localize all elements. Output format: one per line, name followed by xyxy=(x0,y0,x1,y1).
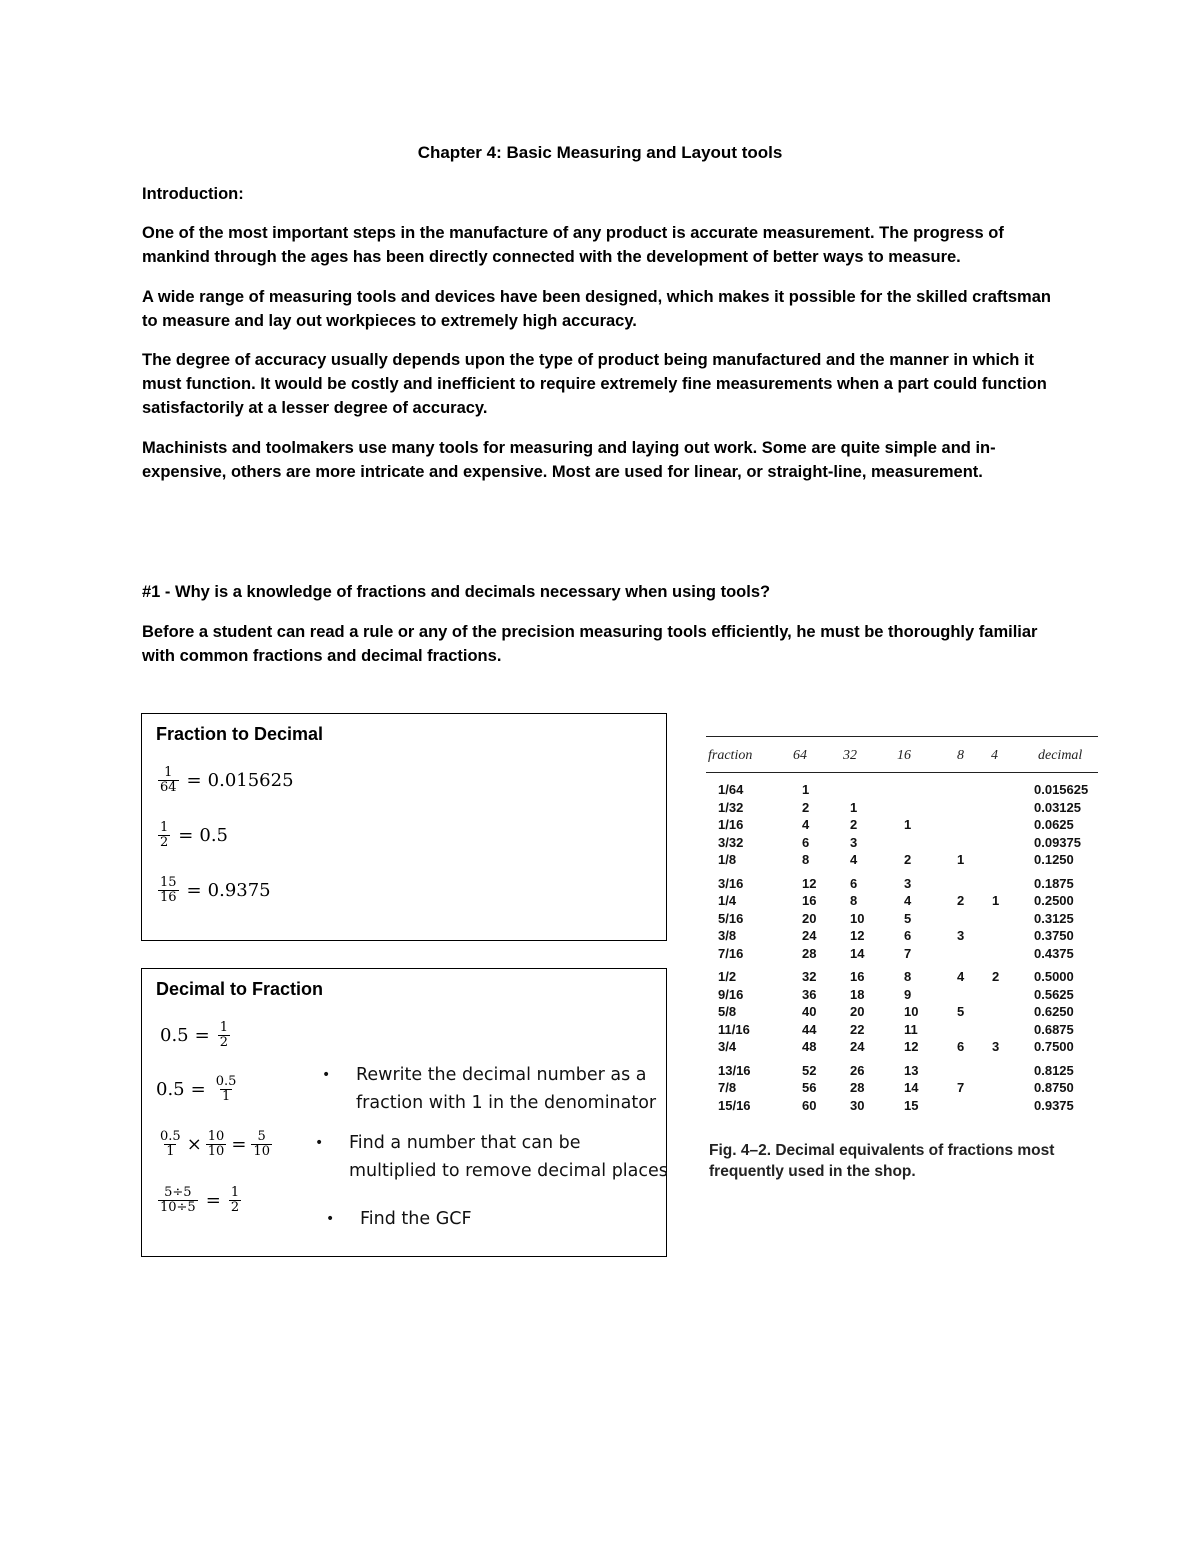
count-cell: 56 xyxy=(802,1080,817,1095)
step-1-equation xyxy=(160,1021,232,1050)
fraction-cell: 5/8 xyxy=(718,1004,737,1019)
decimal-value: 0.5 xyxy=(156,1079,185,1100)
bullet-multiply xyxy=(315,1129,669,1185)
table-row xyxy=(706,1022,1098,1040)
count-cell: 10 xyxy=(850,910,865,926)
decimal-to-fraction-title: Decimal to Fraction xyxy=(156,979,324,999)
decimal-cell: 0.6875 xyxy=(1034,1021,1074,1037)
count-cell: 20 xyxy=(850,1004,865,1019)
bullet-text: Find the GCF xyxy=(360,1209,472,1229)
count-cell: 20 xyxy=(802,910,817,926)
count-cell: 22 xyxy=(850,1021,865,1037)
header-8: 8 xyxy=(957,748,964,763)
count-cell: 8 xyxy=(802,852,810,867)
decimal-cell: 0.3125 xyxy=(1034,910,1074,926)
table-top-rule xyxy=(706,736,1098,737)
figure-caption: Fig. 4–2. Decimal equivalents of fractions most frequently used in the shop. xyxy=(709,1142,1055,1180)
decimal-cell: 0.1250 xyxy=(1034,852,1074,867)
table-row xyxy=(706,911,1098,929)
header-decimal: decimal xyxy=(1038,748,1083,763)
decimal-cell: 0.7500 xyxy=(1034,1039,1074,1054)
fraction-cell: 3/8 xyxy=(718,928,737,943)
count-cell: 15 xyxy=(904,1097,919,1113)
count-cell: 12 xyxy=(802,875,817,891)
table-header-rule xyxy=(706,772,1098,773)
count-cell: 3 xyxy=(957,928,965,943)
fraction-cell: 1/8 xyxy=(718,852,737,867)
numerator: 5÷5 xyxy=(164,1185,192,1200)
question-heading: #1 - Why is a knowledge of fractions and decimals necessary when using tools? xyxy=(142,583,771,601)
count-cell: 7 xyxy=(957,1080,965,1095)
denominator: 1 xyxy=(221,1089,231,1104)
denominator: 2 xyxy=(230,1200,240,1215)
bullet-text: Rewrite the decimal number as a fraction with 1 in the denominator xyxy=(356,1065,657,1113)
bullet-rewrite xyxy=(322,1061,661,1117)
count-cell: 2 xyxy=(850,817,858,832)
decimal-cell: 0.03125 xyxy=(1034,799,1081,815)
count-cell: 3 xyxy=(850,834,858,850)
count-cell: 6 xyxy=(802,834,810,850)
decimal-result: 0.5 xyxy=(199,825,229,846)
count-cell: 12 xyxy=(904,1039,919,1054)
decimal-cell: 0.015625 xyxy=(1034,782,1089,797)
fraction-cell: 15/16 xyxy=(718,1097,751,1113)
count-cell: 48 xyxy=(802,1039,817,1054)
count-cell: 12 xyxy=(850,928,865,943)
fraction-cell: 5/16 xyxy=(718,910,744,926)
fraction-to-decimal-title: Fraction to Decimal xyxy=(156,724,324,744)
table-row xyxy=(706,1098,1098,1116)
count-cell: 5 xyxy=(904,910,912,926)
denominator: 2 xyxy=(219,1035,229,1050)
table-row xyxy=(706,876,1098,894)
decimal-cell: 0.5000 xyxy=(1034,969,1074,984)
numerator: 1 xyxy=(164,765,173,780)
table-row xyxy=(706,1080,1098,1098)
decimal-cell: 0.0625 xyxy=(1034,817,1074,832)
numerator: 10 xyxy=(207,1129,225,1144)
step-3-equation xyxy=(156,1130,274,1159)
decimal-result: 0.015625 xyxy=(207,770,294,791)
step-2-equation xyxy=(156,1075,240,1104)
table-row xyxy=(706,1004,1098,1022)
count-cell: 13 xyxy=(904,1062,919,1078)
count-cell: 32 xyxy=(802,969,817,984)
equals-sign: = xyxy=(186,880,202,901)
count-cell: 8 xyxy=(904,969,912,984)
header-fraction: fraction xyxy=(708,748,753,763)
count-cell: 44 xyxy=(802,1021,817,1037)
decimal-cell: 0.8750 xyxy=(1034,1080,1074,1095)
numerator: 0.5 xyxy=(215,1074,237,1089)
header-4: 4 xyxy=(991,748,998,763)
count-cell: 40 xyxy=(802,1004,817,1019)
fraction-cell: 7/8 xyxy=(718,1080,737,1095)
fraction-cell: 1/32 xyxy=(718,799,744,815)
equals-sign: = xyxy=(194,1025,210,1046)
fraction-cell: 3/16 xyxy=(718,875,744,891)
equation-15-16 xyxy=(156,876,271,905)
count-cell: 36 xyxy=(802,986,817,1002)
fraction-cell: 3/4 xyxy=(718,1039,737,1054)
fraction-cell: 1/16 xyxy=(718,817,744,832)
count-cell: 14 xyxy=(850,945,865,961)
table-row xyxy=(706,782,1098,800)
count-cell: 24 xyxy=(850,1039,865,1054)
equals-sign: = xyxy=(178,825,194,846)
decimal-cell: 0.4375 xyxy=(1034,945,1074,961)
count-cell: 24 xyxy=(802,928,817,943)
paragraph-2: A wide range of measuring tools and devices have been designed, which makes it possible for the skilled craftsman to measure and lay out workpieces to extremely high accuracy. xyxy=(142,288,1051,330)
count-cell: 3 xyxy=(992,1039,1000,1054)
count-cell: 1 xyxy=(904,817,912,832)
count-cell: 10 xyxy=(904,1004,919,1019)
equals-sign: = xyxy=(186,770,202,791)
count-cell: 5 xyxy=(957,1004,965,1019)
paragraph-1: One of the most important steps in the manufacture of any product is accurate measurement. The progress of mankind through the ages has been directly connected with the development of better ways to measure. xyxy=(142,224,1004,266)
fraction-cell: 1/4 xyxy=(718,893,737,908)
count-cell: 26 xyxy=(850,1062,865,1078)
numerator: 1 xyxy=(160,820,169,835)
table-row xyxy=(706,987,1098,1005)
fraction-cell: 9/16 xyxy=(718,986,744,1002)
numerator: 5 xyxy=(257,1129,266,1144)
times-sign: × xyxy=(186,1134,202,1155)
table-row xyxy=(706,800,1098,818)
bullet-icon: • xyxy=(315,1135,324,1151)
equals-sign: = xyxy=(231,1134,247,1155)
fraction-cell: 3/32 xyxy=(718,834,744,850)
count-cell: 6 xyxy=(850,875,858,891)
table-row xyxy=(706,893,1098,911)
decimal-cell: 0.3750 xyxy=(1034,928,1074,943)
count-cell: 7 xyxy=(904,945,912,961)
denominator: 2 xyxy=(160,835,169,850)
decimal-value: 0.5 xyxy=(160,1025,189,1046)
equals-sign: = xyxy=(190,1079,206,1100)
table-row xyxy=(706,852,1098,870)
count-cell: 4 xyxy=(904,893,912,908)
equation-1-2 xyxy=(156,821,228,850)
denominator: 64 xyxy=(160,780,177,795)
count-cell: 16 xyxy=(850,969,865,984)
header-32: 32 xyxy=(843,748,857,763)
count-cell: 11 xyxy=(904,1021,918,1037)
decimal-cell: 0.5625 xyxy=(1034,986,1074,1002)
count-cell: 1 xyxy=(802,782,810,797)
count-cell: 2 xyxy=(904,852,912,867)
bullet-text: Find a number that can be multiplied to remove decimal places xyxy=(349,1133,668,1181)
count-cell: 2 xyxy=(802,799,810,815)
count-cell: 16 xyxy=(802,893,817,908)
count-cell: 1 xyxy=(957,852,965,867)
count-cell: 6 xyxy=(957,1039,965,1054)
fraction-cell: 1/64 xyxy=(718,782,744,797)
table-row xyxy=(706,1063,1098,1081)
fraction-cell: 7/16 xyxy=(718,945,744,961)
fraction-cell: 13/16 xyxy=(718,1062,751,1078)
header-64: 64 xyxy=(793,748,807,763)
bullet-icon: • xyxy=(322,1067,331,1083)
bullet-gcf xyxy=(326,1205,650,1233)
count-cell: 28 xyxy=(850,1080,865,1095)
equation-1-64 xyxy=(156,766,294,795)
table-row xyxy=(706,969,1098,987)
count-cell: 4 xyxy=(802,817,810,832)
table-row xyxy=(706,835,1098,853)
question-answer: Before a student can read a rule or any of the precision measuring tools efficiently, he must be thoroughly familiar with common fractions and decimal fractions. xyxy=(142,623,1038,665)
count-cell: 3 xyxy=(904,875,912,891)
table-row xyxy=(706,928,1098,946)
count-cell: 30 xyxy=(850,1097,865,1113)
count-cell: 28 xyxy=(802,945,817,961)
paragraph-4: Machinists and toolmakers use many tools for measuring and laying out work. Some are quite simple and in-expensive, others are more intricate and expensive. Most are used for linear, or straight-line, measurement. xyxy=(142,439,996,481)
count-cell: 60 xyxy=(802,1097,817,1113)
count-cell: 6 xyxy=(904,928,912,943)
count-cell: 4 xyxy=(850,852,858,867)
numerator: 1 xyxy=(230,1185,240,1200)
count-cell: 2 xyxy=(957,893,965,908)
decimal-cell: 0.2500 xyxy=(1034,893,1074,908)
count-cell: 1 xyxy=(850,799,858,815)
decimal-to-fraction-box xyxy=(141,968,667,1257)
step-4-equation xyxy=(156,1186,243,1215)
denominator: 10÷5 xyxy=(160,1200,196,1215)
decimal-cell: 0.6250 xyxy=(1034,1004,1074,1019)
fraction-to-decimal-box xyxy=(141,713,667,941)
fraction-cell: 1/2 xyxy=(718,969,737,984)
decimal-cell: 0.09375 xyxy=(1034,834,1081,850)
count-cell: 8 xyxy=(850,893,858,908)
page-title: Chapter 4: Basic Measuring and Layout tools xyxy=(417,143,783,162)
equals-sign: = xyxy=(205,1190,221,1211)
decimal-cell: 0.8125 xyxy=(1034,1062,1074,1078)
denominator: 1 xyxy=(166,1144,175,1159)
header-16: 16 xyxy=(897,748,911,763)
count-cell: 52 xyxy=(802,1062,817,1078)
paragraph-3: The degree of accuracy usually depends upon the type of product being manufactured and the manner in which it must function. It would be costly and inefficient to require extremely fine measurements when a part could function satisfactorily at a lesser degree of accuracy. xyxy=(142,351,1047,417)
count-cell: 2 xyxy=(992,969,1000,984)
numerator: 15 xyxy=(160,875,177,890)
decimal-result: 0.9375 xyxy=(207,880,271,901)
bullet-icon: • xyxy=(326,1211,335,1227)
decimal-cell: 0.1875 xyxy=(1034,875,1074,891)
count-cell: 14 xyxy=(904,1080,919,1095)
decimal-cell: 0.9375 xyxy=(1034,1097,1074,1113)
numerator: 0.5 xyxy=(160,1129,181,1144)
denominator: 10 xyxy=(253,1144,270,1159)
table-row xyxy=(706,946,1098,964)
denominator: 16 xyxy=(160,890,177,905)
denominator: 10 xyxy=(207,1144,225,1159)
count-cell: 18 xyxy=(850,986,865,1002)
fraction-cell: 11/16 xyxy=(718,1021,750,1037)
count-cell: 1 xyxy=(992,893,1000,908)
table-row xyxy=(706,817,1098,835)
count-cell: 4 xyxy=(957,969,965,984)
table-row xyxy=(706,1039,1098,1057)
numerator: 1 xyxy=(219,1020,229,1035)
intro-heading: Introduction: xyxy=(142,185,244,203)
count-cell: 9 xyxy=(904,986,912,1002)
